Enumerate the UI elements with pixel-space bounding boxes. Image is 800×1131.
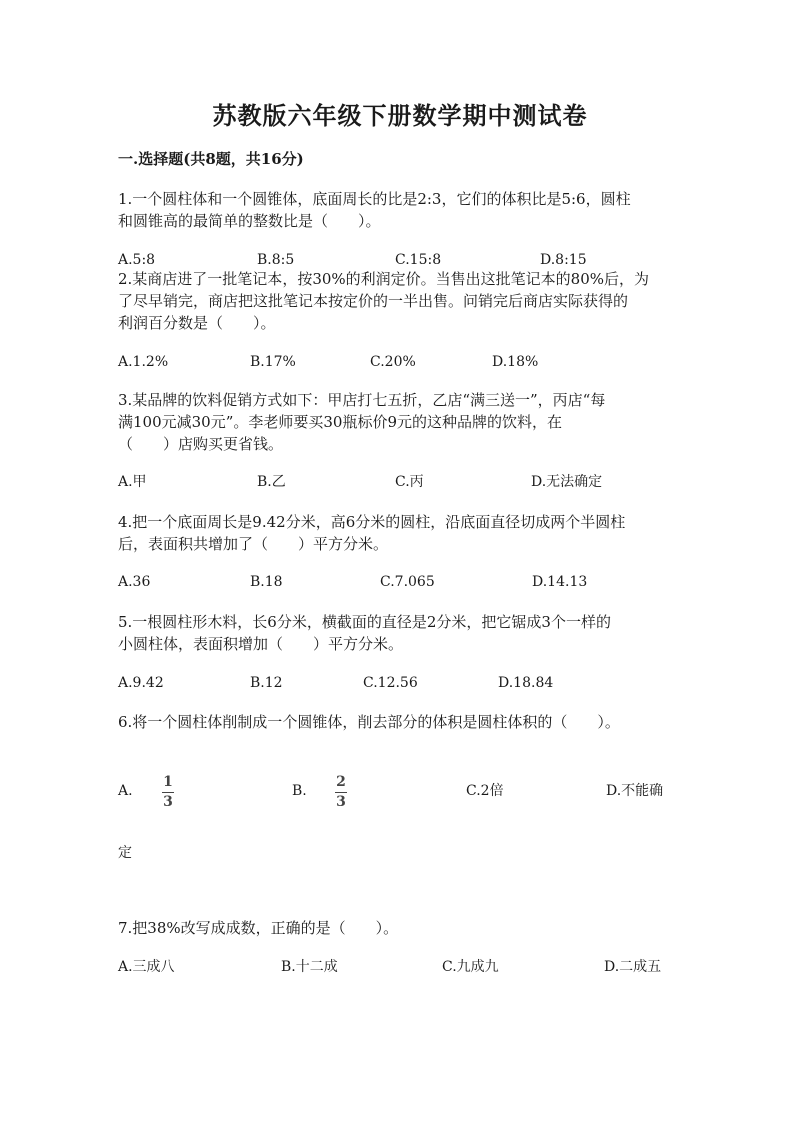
question-line: 2.某商店进了一批笔记本，按30%的利润定价。当售出这批笔记本的80%后，为	[118, 270, 649, 288]
q2-option-a[interactable]: A.1.2%	[118, 354, 169, 370]
q5-option-b[interactable]: B.12	[250, 675, 283, 691]
q1-option-c[interactable]: C.15:8	[395, 252, 442, 268]
question-line: （ ）店购买更省钱。	[118, 435, 284, 453]
section-heading: 一.选择题(共8题，共16分)	[118, 150, 304, 168]
q6-option-d-wrap: 定	[118, 845, 132, 861]
q7-option-b[interactable]: B.十二成	[281, 959, 338, 975]
q4-option-a[interactable]: A.36	[118, 574, 151, 590]
page-title: 苏教版六年级下册数学期中测试卷	[212, 101, 588, 130]
q2-option-d[interactable]: D.18%	[492, 354, 539, 370]
q1-option-d[interactable]: D.8:15	[540, 252, 587, 268]
question-line: 满100元减30元”。李老师要买30瓶标价9元的这种品牌的饮料，在	[118, 413, 563, 431]
q2-option-c[interactable]: C.20%	[370, 354, 416, 370]
q5-option-d[interactable]: D.18.84	[498, 675, 554, 691]
question-line: 小圆柱体，表面积增加（ ）平方分米。	[118, 635, 404, 653]
q6-option-c[interactable]: C.2倍	[466, 783, 504, 799]
q3-option-d[interactable]: D.无法确定	[531, 474, 603, 490]
question-line: 4.把一个底面周长是9.42分米，高6分米的圆柱，沿底面直径切成两个半圆柱	[118, 513, 626, 531]
question-5	[118, 611, 684, 655]
question-1	[118, 188, 684, 232]
fraction-numerator: 1	[163, 774, 173, 790]
q4-option-d[interactable]: D.14.13	[532, 574, 588, 590]
question-line: 了尽早销完，商店把这批笔记本按定价的一半出售。问销完后商店实际获得的	[118, 292, 629, 310]
q1-option-b[interactable]: B.8:5	[257, 252, 295, 268]
question-line: 1.一个圆柱体和一个圆锥体，底面周长的比是2:3，它们的体积比是5:6，圆柱	[118, 190, 631, 208]
q6-option-a[interactable]: A.	[118, 783, 133, 799]
q6-option-b[interactable]: B.	[292, 783, 307, 799]
q6-fraction-a	[162, 775, 174, 810]
q5-option-a[interactable]: A.9.42	[118, 675, 164, 691]
question-2	[118, 268, 684, 334]
q7-option-d[interactable]: D.二成五	[604, 959, 662, 975]
fraction-bar	[162, 792, 174, 793]
q4-option-b[interactable]: B.18	[250, 574, 283, 590]
q6-option-d[interactable]: D.不能确	[606, 783, 664, 799]
fraction-numerator: 2	[336, 774, 346, 790]
question-7	[118, 917, 684, 939]
question-4	[118, 511, 684, 555]
question-line: 7.把38%改写成成数，正确的是（ ）。	[118, 919, 399, 937]
question-line: 利润百分数是（ ）。	[118, 314, 276, 332]
fraction-bar	[335, 792, 347, 793]
question-line: 5.一根圆柱形木料，长6分米，横截面的直径是2分米，把它锯成3个一样的	[118, 613, 611, 631]
q3-option-b[interactable]: B.乙	[257, 474, 286, 490]
q6-fraction-b	[335, 775, 347, 810]
question-3	[118, 389, 684, 455]
question-line: 后，表面积共增加了（ ）平方分米。	[118, 535, 389, 553]
q3-option-c[interactable]: C.丙	[395, 474, 424, 490]
q4-option-c[interactable]: C.7.065	[380, 574, 435, 590]
question-line: 和圆锥高的最简单的整数比是（ ）。	[118, 212, 381, 230]
q5-option-c[interactable]: C.12.56	[363, 675, 418, 691]
fraction-denominator: 3	[163, 794, 173, 810]
q7-option-a[interactable]: A.三成八	[118, 959, 175, 975]
q7-option-c[interactable]: C.九成九	[442, 959, 499, 975]
q2-option-b[interactable]: B.17%	[250, 354, 296, 370]
question-line: 6.将一个圆柱体削制成一个圆锥体，削去部分的体积是圆柱体积的（ ）。	[118, 713, 620, 731]
question-6	[118, 711, 684, 733]
question-line: 3.某品牌的饮料促销方式如下：甲店打七五折，乙店“满三送一”，丙店“每	[118, 391, 606, 409]
q1-option-a[interactable]: A.5:8	[118, 252, 156, 268]
fraction-denominator: 3	[336, 794, 346, 810]
q3-option-a[interactable]: A.甲	[118, 474, 147, 490]
